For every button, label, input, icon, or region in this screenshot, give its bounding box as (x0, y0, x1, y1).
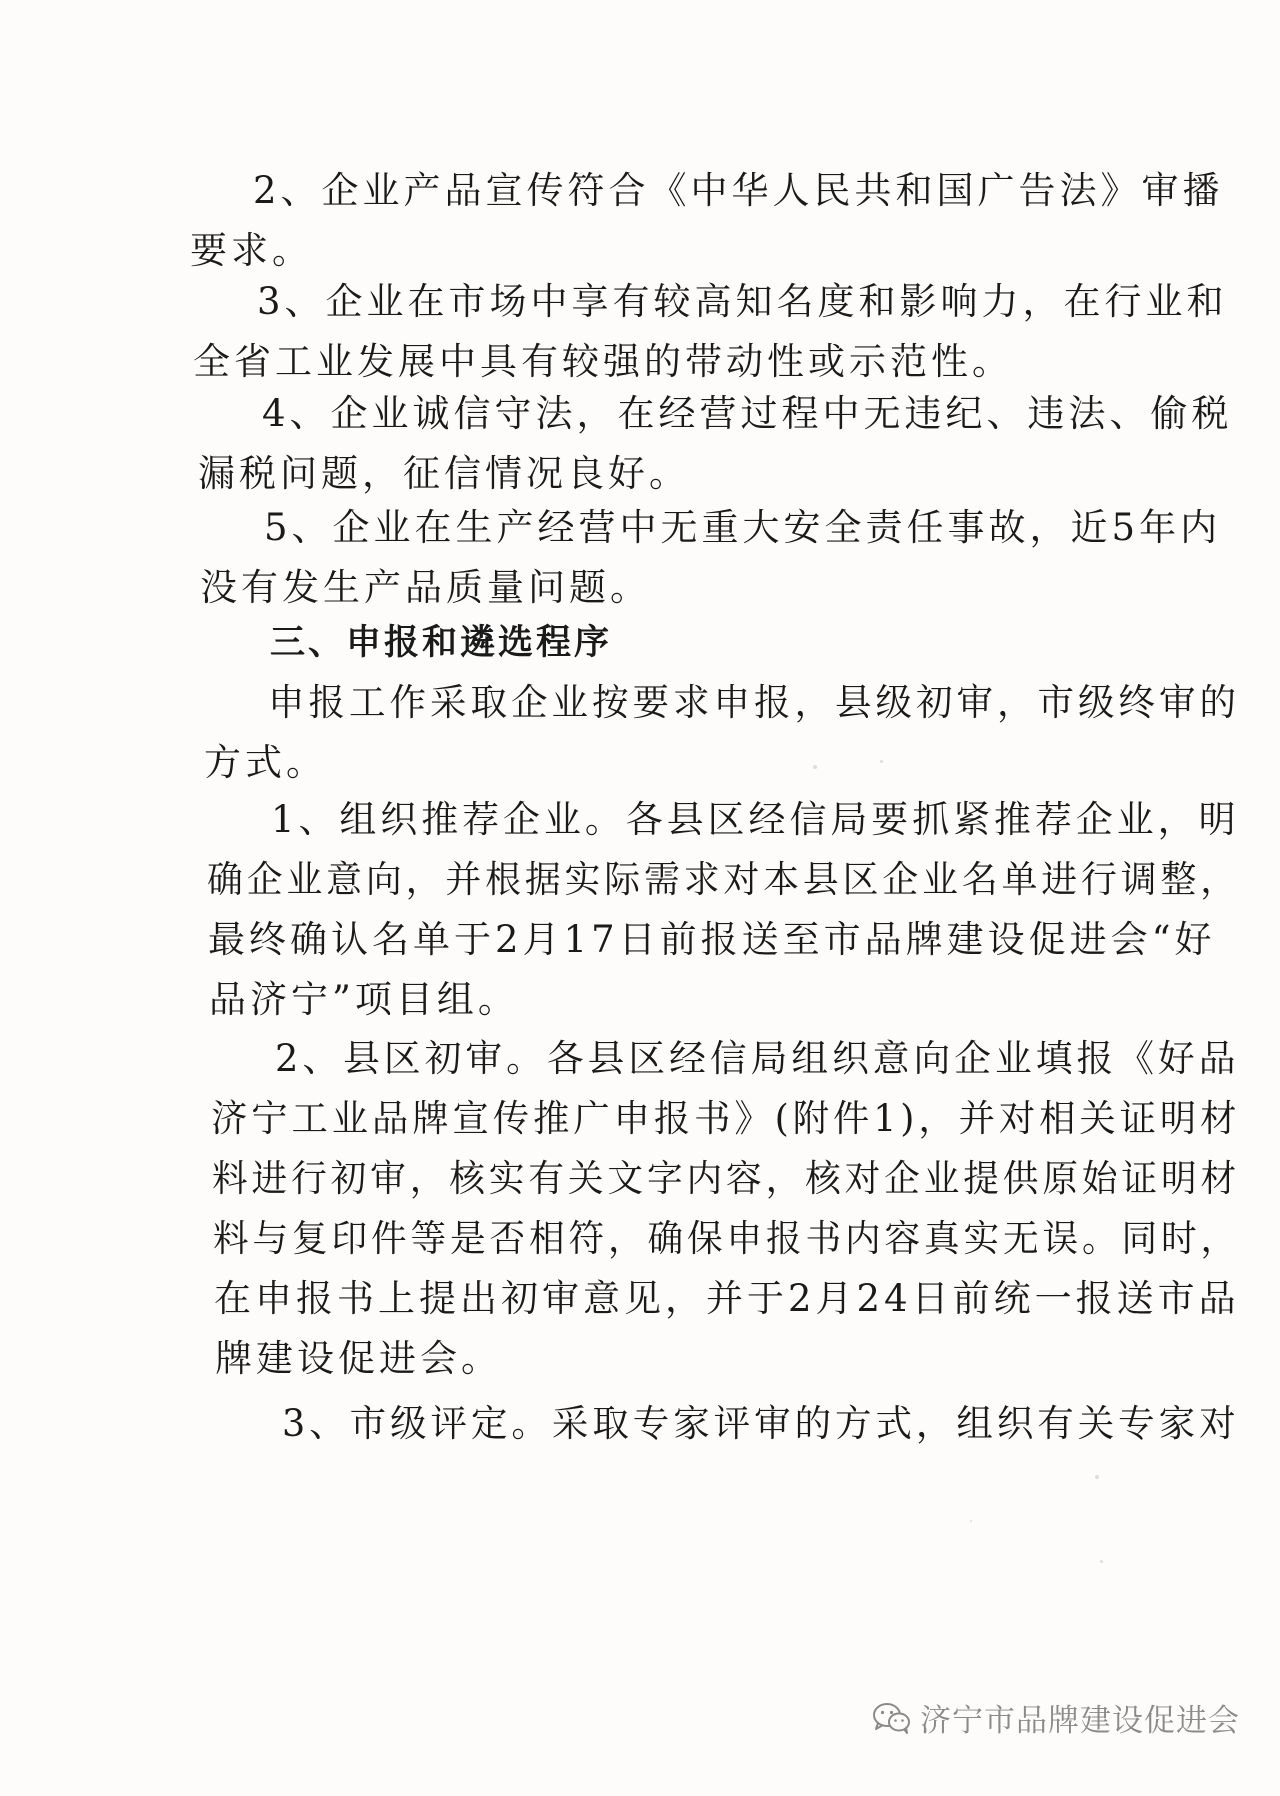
text-line: 品济宁”项目组。 (209, 978, 519, 1021)
wechat-icon (872, 1701, 912, 1735)
text-line: 牌建设促进会。 (215, 1337, 502, 1380)
text-line: 3、企业在市场中享有较高知名度和影响力，在行业和 (257, 280, 1228, 323)
text-line: 全省工业发展中具有较强的带动性或示范性。 (193, 340, 1013, 383)
scan-speck (1095, 1475, 1099, 1479)
source-watermark (872, 1695, 1240, 1740)
text-line: 料进行初审，核实有关文字内容，核对企业提供原始证明材 (212, 1157, 1241, 1200)
scan-speck (970, 1520, 972, 1522)
text-line: 最终确认名单于2月17日前报送至市品牌建设促进会“好 (208, 918, 1216, 961)
text-line: 4、企业诚信守法，在经营过程中无违纪、违法、偷税 (262, 392, 1233, 435)
text-line: 方式。 (204, 741, 327, 784)
scan-speck (813, 765, 817, 769)
text-line: 在申报书上提出初审意见，并于2月24日前统一报送市品 (214, 1277, 1240, 1320)
text-line: 料与复印件等是否相符，确保申报书内容真实无误。同时， (213, 1217, 1240, 1260)
section-heading: 三、申报和遴选程序 (270, 623, 613, 663)
scan-speck (1100, 1560, 1103, 1563)
text-line: 济宁工业品牌宣传推广申报书》(附件1)，并对相关证明材 (211, 1097, 1241, 1140)
scan-speck (880, 760, 883, 763)
text-line: 3、市级评定。采取专家评审的方式，组织有关专家对 (282, 1402, 1240, 1445)
text-line: 没有发生产品质量问题。 (200, 566, 651, 609)
text-line: 确企业意向，并根据实际需求对本县区企业名单进行调整， (207, 858, 1240, 901)
text-line: 漏税问题，征信情况良好。 (198, 452, 690, 495)
text-line: 2、县区初审。各县区经信局组织意向企业填报《好品 (275, 1037, 1240, 1080)
text-line: 2、企业产品宣传符合《中华人民共和国广告法》审播 (253, 169, 1224, 212)
text-line: 要求。 (190, 229, 313, 272)
text-line: 5、企业在生产经营中无重大安全责任事故，近5年内 (264, 506, 1222, 549)
text-line: 1、组织推荐企业。各县区经信局要抓紧推荐企业，明 (271, 798, 1240, 841)
watermark-text: 济宁市品牌建设促进会 (920, 1703, 1240, 1739)
text-line: 申报工作采取企业按要求申报，县级初审，市级终审的 (268, 681, 1240, 724)
